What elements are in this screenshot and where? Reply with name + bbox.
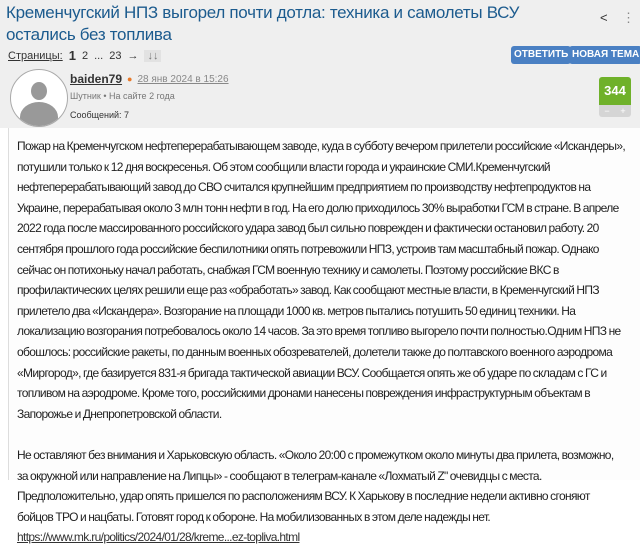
text-line: Пожар на Кременчугском нефтеперерабатывающем заводе, куда в субботу вечером прилетели российские «Искандеры», xyxy=(17,139,626,153)
text-line: потушили только к 12 дня воскресенья. Об этом сообщили власти города и украинские СМИ.Кременчугский xyxy=(17,159,550,174)
author-row xyxy=(70,72,229,86)
jump-to-bottom-icon[interactable]: ↓↓ xyxy=(144,50,161,62)
text-line: за окружной или направление на Липцы» - сообщают в телеграм-канале «Лохматый Z" очевидцы с места. xyxy=(17,468,542,483)
pagination-label: Страницы: xyxy=(8,49,63,62)
share-icon[interactable]: < xyxy=(600,10,608,25)
avatar[interactable] xyxy=(10,69,68,127)
page-link[interactable]: 2 xyxy=(81,49,89,62)
text-line: бойцов ТРО и нацбаты. Готовят город к обороне. На мобилизованных в этом деле надежды нет. xyxy=(17,509,491,524)
text-line: сентября прошлого года российские беспилотники опять потревожили НПЗ, устроив там масштабный пожар. Однако xyxy=(17,241,599,256)
rating-value: 344 xyxy=(599,77,631,105)
text-line: прилетело два «Искандера». Возгорание на площади 1000 кв. метров пытались потушить 50 единиц техники. На xyxy=(17,303,576,318)
author-name[interactable]: baiden79 xyxy=(70,72,123,86)
rating-widget xyxy=(599,77,631,117)
paragraph-1 xyxy=(17,136,632,424)
text-line: Предположительно, удар опять пришелся по расположениям ВСУ. К Харькову в последние недели активно сгоняют xyxy=(17,489,590,504)
text-line: 2022 года после массированного российского удара завод был сильно поврежден и фактически остановил работу. 20 xyxy=(17,221,599,236)
source-link[interactable]: https://www.mk.ru/politics/2024/01/28/kreme...ez-topliva.html xyxy=(17,530,300,545)
page-ellipsis[interactable]: ... xyxy=(94,49,104,62)
text-line: сейчас он потихоньку начал работать, снабжая ГСМ военную технику и самолеты. Поэтому российские ВКС в xyxy=(17,262,559,277)
author-meta xyxy=(70,91,175,101)
vote-down-button[interactable]: − xyxy=(604,106,610,116)
next-page-arrow-icon[interactable]: → xyxy=(127,49,139,62)
text-line: нефтеперерабатывающий завод до СВО считался крупнейшим предприятием по производству нефтепродуктов на xyxy=(17,180,591,195)
more-options-icon[interactable]: ⋮ xyxy=(622,10,635,25)
text-line: профилактических целях решили еще раз «обработать» завод. Как сообщают местные власти, в Кременчугский НПЗ xyxy=(17,283,599,298)
vote-up-button[interactable]: + xyxy=(620,106,626,116)
page-current: 1 xyxy=(68,48,76,63)
text-line: Запорожье и Днепропетровской области. xyxy=(17,406,222,421)
message-count: Сообщений: 7 xyxy=(70,110,130,120)
post-date[interactable]: 28 янв 2024 в 15:26 xyxy=(137,73,229,85)
paragraph-2 xyxy=(17,445,632,527)
separator: • xyxy=(103,91,107,101)
new-topic-button[interactable]: НОВАЯ ТЕМА xyxy=(569,46,640,64)
reply-button[interactable]: ОТВЕТИТЬ xyxy=(511,46,571,64)
pagination xyxy=(8,48,161,63)
text-line: топливом на аэродроме. Кроме того, российскими дронами нанесены повреждения инфраструктурным объектам в xyxy=(17,386,590,401)
thread-title: Кременчугский НПЗ выгорел почти дотла: техника и самолеты ВСУ остались без топлива xyxy=(6,3,520,44)
post-text xyxy=(17,136,632,548)
online-status-icon: ● xyxy=(127,74,133,84)
text-line: локализацию возгорания потребовалось около 14 часов. За это время топливо выгорело почти полностью.Одним НПЗ не xyxy=(17,324,621,339)
text-line: Украине, перерабатывая около 3 млн тонн нефти в год. На его долю приходилось 30% выработки ГСМ в стране. В апреле xyxy=(17,200,619,215)
author-rank: Шутник xyxy=(70,91,101,101)
text-line: «Миргород», где базируется 831-я бригада тактической авиации ВСУ. Сообщается опять же об ударе по складам с ГС и xyxy=(17,365,607,380)
text-line: Не оставляют без внимания и Харьковскую область. «Около 20:00 с промежутком около минуты два прилета, возможно, xyxy=(17,447,614,462)
page-link[interactable]: 23 xyxy=(109,49,122,62)
author-tenure: На сайте 2 года xyxy=(109,91,175,101)
text-line: обошлось: российские ракеты, по данным военных обозревателей, долетели также до полтавского военного аэродрома xyxy=(17,344,613,359)
